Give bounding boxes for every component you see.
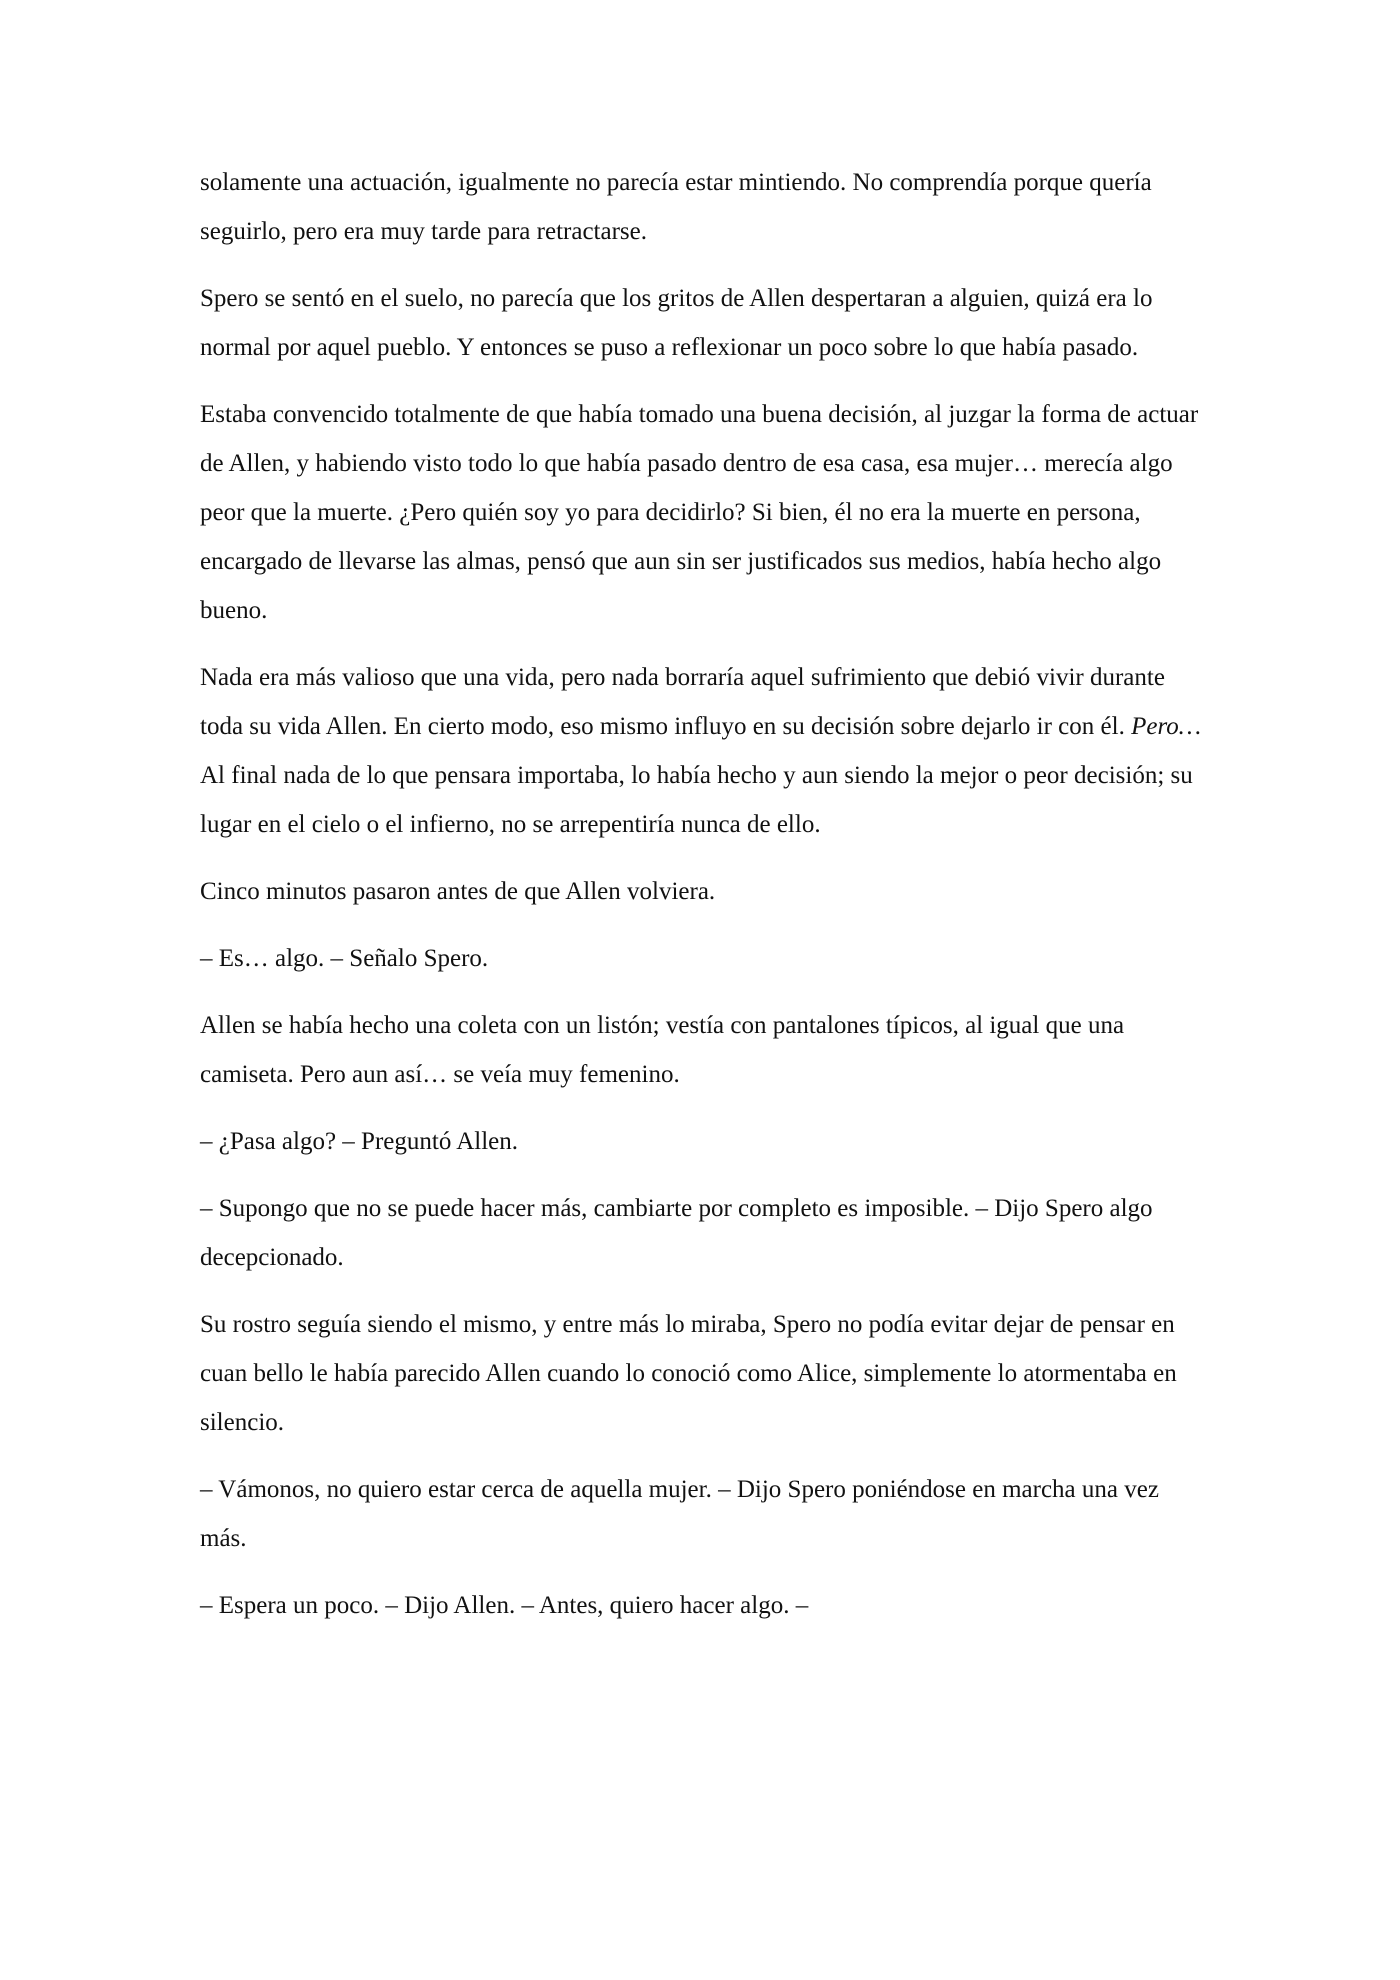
paragraph: Cinco minutos pasaron antes de que Allen volviera. bbox=[200, 878, 716, 905]
paragraph: Spero se sentó en el suelo, no parecía que los gritos de Allen despertaran a alguien, quizá era lo normal por aquel pueblo. Y entonces se puso a reflexionar un poco sobre lo que había pasado. bbox=[200, 285, 1153, 361]
dialogue-line: – Es… algo. – Señalo Spero. bbox=[200, 945, 489, 972]
dialogue-line: – Espera un poco. – Dijo Allen. – Antes, quiero hacer algo. – bbox=[200, 1592, 809, 1619]
italic-text: Pero… bbox=[1131, 713, 1201, 740]
paragraph: Allen se había hecho una coleta con un listón; vestía con pantalones típicos, al igual que una camiseta. Pero aun así… se veía muy femenino. bbox=[200, 1012, 1125, 1088]
dialogue-line: – Supongo que no se puede hacer más, cambiarte por completo es imposible. – Dijo Spero algo decepcionado. bbox=[200, 1195, 1153, 1271]
paragraph bbox=[200, 653, 1210, 849]
dialogue-line: – Vámonos, no quiero estar cerca de aquella mujer. – Dijo Spero poniéndose en marcha una vez más. bbox=[200, 1476, 1159, 1552]
paragraph: Su rostro seguía siendo el mismo, y entre más lo miraba, Spero no podía evitar dejar de pensar en cuan bello le había parecido Allen cuando lo conoció como Alice, simplemente lo atormentaba en silencio. bbox=[200, 1311, 1177, 1436]
dialogue-line: – ¿Pasa algo? – Preguntó Allen. bbox=[200, 1128, 518, 1155]
document-page bbox=[200, 158, 1210, 1648]
paragraph: solamente una actuación, igualmente no parecía estar mintiendo. No comprendía porque quería seguirlo, pero era muy tarde para retractarse. bbox=[200, 169, 1152, 245]
paragraph-text: Nada era más valioso que una vida, pero nada borraría aquel sufrimiento que debió vivir durante toda su vida Allen. En cierto modo, eso mismo influyo en su decisión sobre dejarlo ir con él. bbox=[200, 664, 1165, 740]
paragraph: Estaba convencido totalmente de que había tomado una buena decisión, al juzgar la forma de actuar de Allen, y habiendo visto todo lo que había pasado dentro de esa casa, esa mujer… merecía algo peor que la muerte. ¿Pero quién soy yo para decidirlo? Si bien, él no era la muerte en persona, encargado de llevarse las almas, pensó que aun sin ser justificados sus medios, había hecho algo bueno. bbox=[200, 401, 1199, 624]
paragraph-text: Al final nada de lo que pensara importaba, lo había hecho y aun siendo la mejor o peor decisión; su lugar en el cielo o el infierno, no se arrepentiría nunca de ello. bbox=[200, 762, 1193, 838]
